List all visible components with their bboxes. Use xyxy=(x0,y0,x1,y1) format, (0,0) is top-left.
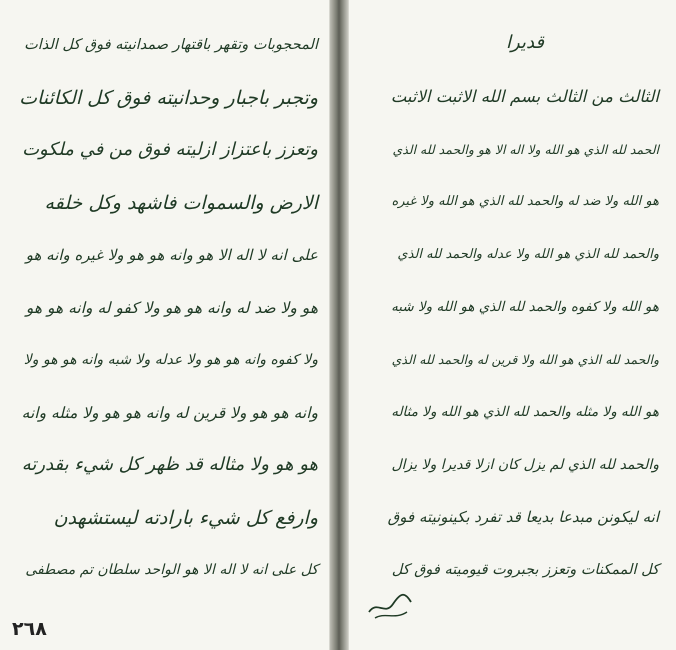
left-page-line: وانه هو هو ولا قرين له وانه هو هو ولا مثله وانه xyxy=(21,403,318,422)
page-header: قديرا xyxy=(506,32,544,53)
left-manuscript-page xyxy=(0,0,330,650)
right-page-line: والحمد لله الذي لم يزل كان ازلا قديرا ولا يزال xyxy=(391,456,659,473)
right-page-line: الحمد لله الذي هو الله ولا اله الا هو والحمد لله الذي xyxy=(392,141,659,157)
right-page-line: هو الله ولا كفوه والحمد لله الذي هو الله ولا شبه xyxy=(391,299,659,315)
right-page-line: الثالث من الثالث بسم الله الاثبت الاثبت xyxy=(390,87,659,106)
left-page-line: ولا كفوه وانه هو هو ولا عدله ولا شبه وانه هو هو ولا xyxy=(23,352,318,368)
left-page-line: هو هو ولا مثاله قد ظهر كل شيء بقدرته xyxy=(21,454,318,475)
page-number: ٢٦٨ xyxy=(12,618,47,640)
right-page-line: والحمد لله الذي هو الله ولا قرين له والحمد لله الذي xyxy=(391,351,659,367)
left-page-line: وارفع كل شيء بارادته ليستشهدن xyxy=(53,506,318,529)
book-gutter xyxy=(330,0,348,650)
right-page-line: والحمد لله الذي هو الله ولا عدله والحمد لله الذي xyxy=(397,246,659,262)
left-page-line: المحجوبات وتقهر باقتهار صمدانيته فوق كل الذات xyxy=(24,37,318,53)
scribe-flourish-icon xyxy=(365,582,415,622)
right-page-line: انه ليكونن مبدعا بديعا قد تفرد بكينونيته فوق xyxy=(387,508,659,526)
left-page-line: كل على انه لا اله الا هو الواحد سلطان تم مصطفى xyxy=(25,562,318,578)
right-manuscript-page xyxy=(348,0,676,650)
right-page-line: كل الممكنات وتعزز بجبروت قيوميته فوق كل xyxy=(391,561,659,578)
left-page-line: على انه لا اله الا هو وانه هو هو ولا غيره وانه هو xyxy=(25,246,318,264)
left-page-line: وتعزز باعتزاز ازليته فوق من في ملكوت xyxy=(22,139,318,160)
left-page-line: هو ولا ضد له وانه هو هو ولا كفو له وانه هو هو xyxy=(25,298,318,317)
left-page-line: وتجبر باجبار وحدانيته فوق كل الكائنات xyxy=(19,86,318,109)
right-page-line: هو الله ولا مثله والحمد لله الذي هو الله ولا مثاله xyxy=(391,404,659,420)
right-page-line: هو الله ولا ضد له والحمد لله الذي هو الله ولا غيره xyxy=(391,194,659,209)
left-page-line: الارض والسموات فاشهد وكل خلقه xyxy=(44,191,318,214)
